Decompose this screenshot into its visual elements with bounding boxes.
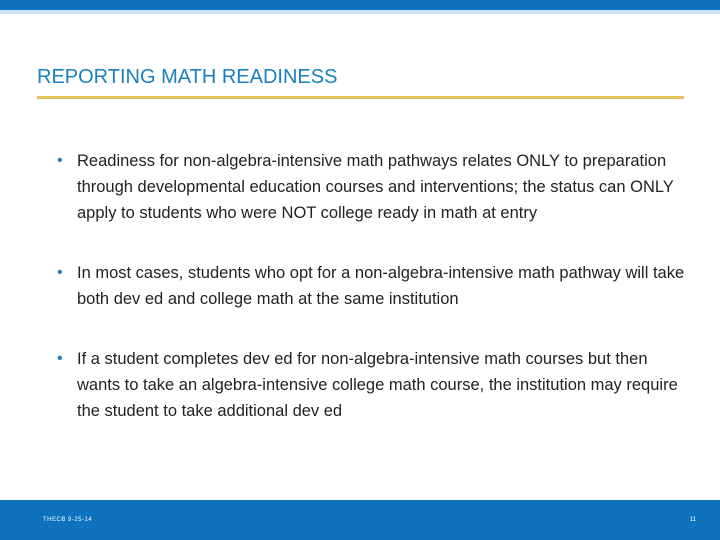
title-underline bbox=[37, 96, 684, 99]
bullet-item bbox=[55, 346, 695, 424]
top-accent-stripe bbox=[0, 10, 720, 14]
bullet-icon: • bbox=[57, 264, 63, 281]
bullet-text: Readiness for non-algebra-intensive math pathways relates ONLY to preparation through developmental education courses and interventions; the status can ONLY apply to students who were NOT college ready in math at entry bbox=[77, 152, 674, 222]
bullet-list bbox=[55, 148, 695, 424]
slide-title: REPORTING MATH READINESS bbox=[37, 66, 338, 88]
bullet-item bbox=[55, 260, 695, 312]
bullet-icon: • bbox=[57, 152, 63, 169]
footer-bar bbox=[0, 500, 720, 540]
top-accent-bar bbox=[0, 0, 720, 10]
footer-source: THECB 9-25-14 bbox=[43, 517, 93, 523]
page-number: 11 bbox=[689, 517, 696, 523]
bullet-text: In most cases, students who opt for a non-algebra-intensive math pathway will take both dev ed and college math at the same institution bbox=[77, 264, 685, 308]
bullet-text: If a student completes dev ed for non-algebra-intensive math courses but then wants to take an algebra-intensive college math course, the institution may require the student to take additional dev ed bbox=[77, 350, 678, 420]
bullet-item bbox=[55, 148, 695, 226]
bullet-icon: • bbox=[57, 350, 63, 367]
